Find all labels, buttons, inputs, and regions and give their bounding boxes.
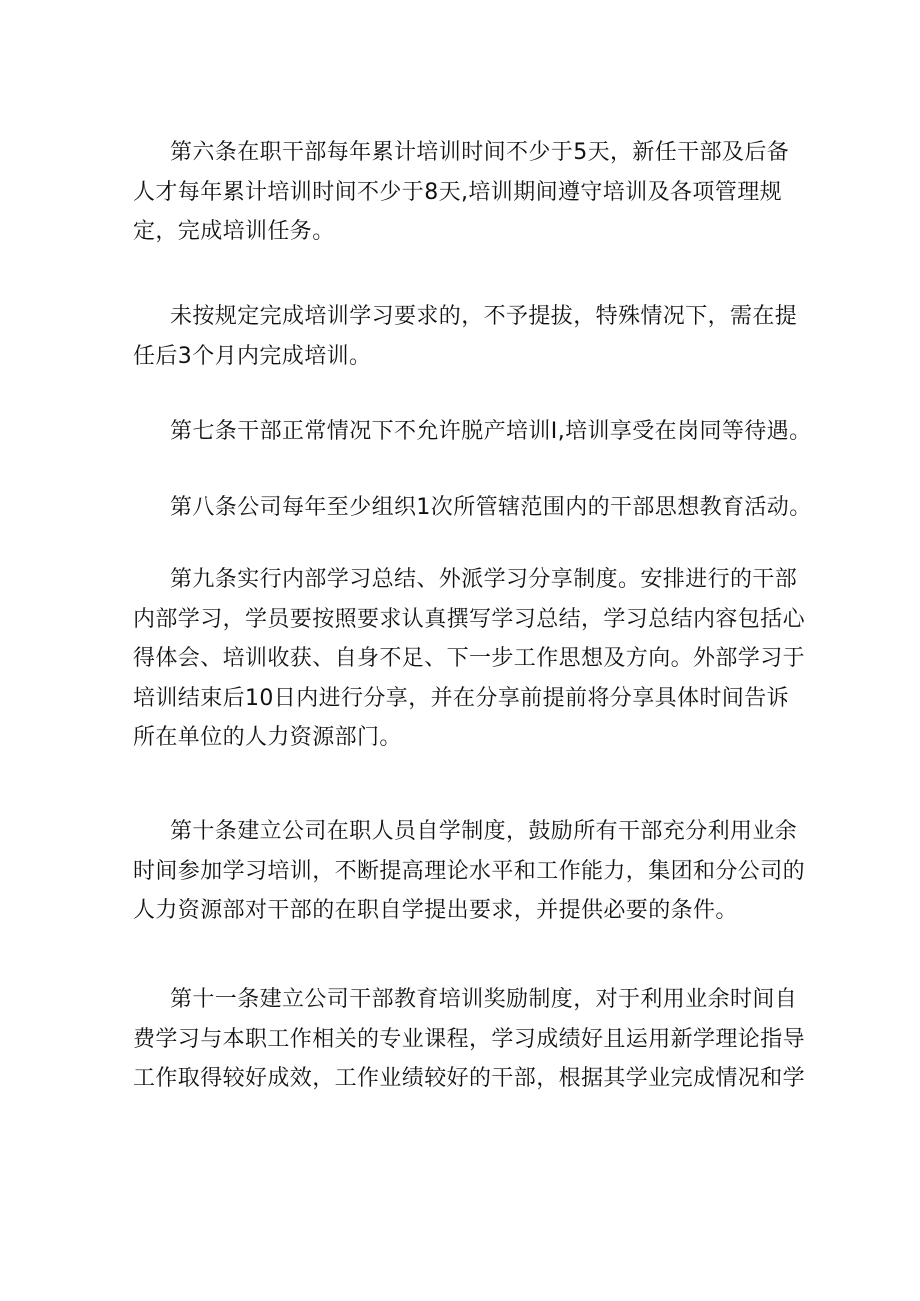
article-11-paragraph: [133, 980, 806, 1099]
paragraph-line: 费学习与本职工作相关的专业课程，学习成绩好且运用新学理论指导: [133, 1026, 806, 1052]
article-7-paragraph: [133, 412, 812, 452]
paragraph-line: 得体会、培训收获、自身不足、下一步工作思想及方向。外部学习于: [133, 646, 806, 671]
paragraph-line: 时间参加学习培训，不断提高理论水平和工作能力，集团和分公司的: [133, 858, 806, 884]
paragraph-line: 未按规定完成培训学习要求的，不予提拔，特殊情况下，需在提: [170, 304, 798, 329]
promotion-requirement-paragraph: [133, 297, 798, 376]
paragraph-line: 第八条公司每年至少组织1次所管辖范围内的干部思想教育活动。: [170, 495, 812, 520]
article-8-paragraph: [133, 488, 812, 528]
paragraph-line: 第十一条建立公司干部教育培训奖励制度，对于利用业余时间自: [170, 987, 798, 1012]
paragraph-line: 培训结束后10日内进行分享，并在分享前提前将分享具体时间告诉: [133, 685, 789, 711]
paragraph-line: 任后3个月内完成培训。: [133, 343, 372, 369]
paragraph-line: 定，完成培训任务。: [133, 219, 335, 244]
paragraph-line: 第九条实行内部学习总结、外派学习分享制度。安排进行的干部: [170, 567, 798, 592]
paragraph-line: 内部学习，学员要按照要求认真撰写学习总结，学习总结内容包括心: [133, 606, 806, 632]
paragraph-line: 人才每年累计培训时间不少于8天,培训期间遵守培训及各项管理规: [133, 179, 782, 205]
article-6-paragraph: [133, 133, 793, 252]
paragraph-line: 工作取得较好成效，工作业绩较好的干部，根据其学业完成情况和学: [133, 1066, 806, 1091]
paragraph-line: 第六条在职干部每年累计培训时间不少于5天，新任干部及后备: [170, 140, 790, 165]
article-10-paragraph: [133, 812, 806, 931]
paragraph-line: 第十条建立公司在职人员自学制度，鼓励所有干部充分利用业余: [170, 819, 798, 844]
paragraph-line: 所在单位的人力资源部门。: [133, 725, 402, 750]
paragraph-line: 人力资源部对干部的在职自学提出要求，并提供必要的条件。: [133, 898, 738, 923]
article-9-paragraph: [133, 560, 806, 758]
paragraph-line: 第七条干部正常情况下不允许脱产培训I,培训享受在岗同等待遇。: [170, 419, 812, 444]
